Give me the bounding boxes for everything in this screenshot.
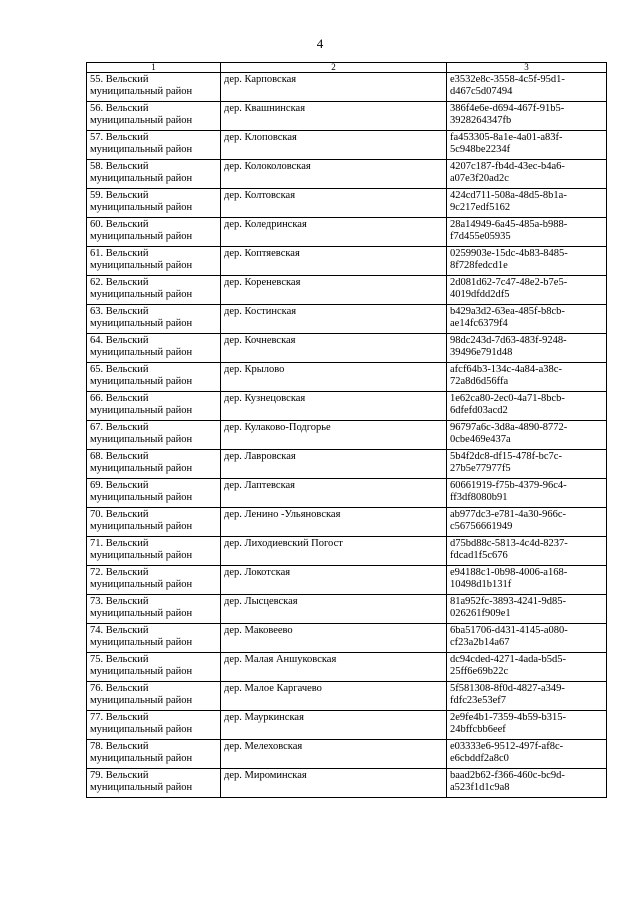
cell-settlement-name: дер. Маковеево [221,624,447,653]
cell-guid: ab977dc3-e781-4a30-966c-c56756661949 [447,508,607,537]
cell-settlement-name: дер. Карповская [221,73,447,102]
cell-settlement-name: дер. Лиходиевский Погост [221,537,447,566]
cell-settlement-name: дер. Коптяевская [221,247,447,276]
cell-municipal-area: 56. Вельский муниципальный район [87,102,221,131]
cell-municipal-area: 70. Вельский муниципальный район [87,508,221,537]
cell-settlement-name: дер. Крылово [221,363,447,392]
table-row [87,160,607,189]
cell-municipal-area: 72. Вельский муниципальный район [87,566,221,595]
cell-settlement-name: дер. Колоколовская [221,160,447,189]
cell-settlement-name: дер. Мауркинская [221,711,447,740]
cell-guid: 96797a6c-3d8a-4890-8772-0cbe469e437a [447,421,607,450]
page-number: 4 [316,36,324,51]
cell-settlement-name: дер. Мелеховская [221,740,447,769]
cell-settlement-name: дер. Лавровская [221,450,447,479]
column-header-2: 2 [221,63,447,73]
cell-guid: 5f581308-8f0d-4827-a349-fdfc23e53ef7 [447,682,607,711]
cell-guid: b429a3d2-63ea-485f-b8cb-ae14fc6379f4 [447,305,607,334]
cell-municipal-area: 58. Вельский муниципальный район [87,160,221,189]
table-row [87,421,607,450]
cell-guid: 81a952fc-3893-4241-9d85-026261f909e1 [447,595,607,624]
cell-municipal-area: 59. Вельский муниципальный район [87,189,221,218]
table-row [87,566,607,595]
cell-guid: e03333e6-9512-497f-af8c-e6cbddf2a8c0 [447,740,607,769]
table-row [87,682,607,711]
table-row [87,247,607,276]
table-row [87,363,607,392]
table-row [87,653,607,682]
table-row [87,769,607,798]
cell-municipal-area: 62. Вельский муниципальный район [87,276,221,305]
table-row [87,102,607,131]
table-row [87,595,607,624]
table-row [87,450,607,479]
cell-municipal-area: 61. Вельский муниципальный район [87,247,221,276]
cell-settlement-name: дер. Кулаково-Подгорье [221,421,447,450]
table-row [87,276,607,305]
cell-settlement-name: дер. Лаптевская [221,479,447,508]
cell-municipal-area: 79. Вельский муниципальный район [87,769,221,798]
cell-municipal-area: 60. Вельский муниципальный район [87,218,221,247]
cell-municipal-area: 64. Вельский муниципальный район [87,334,221,363]
cell-settlement-name: дер. Ленино -Ульяновская [221,508,447,537]
table-row [87,711,607,740]
settlements-table [86,62,607,798]
cell-guid: 6ba51706-d431-4145-a080-cf23a2b14a67 [447,624,607,653]
cell-guid: 60661919-f75b-4379-96c4-ff3df8080b91 [447,479,607,508]
table-row [87,218,607,247]
cell-municipal-area: 57. Вельский муниципальный район [87,131,221,160]
cell-guid: 0259903e-15dc-4b83-8485-8f728fedcd1e [447,247,607,276]
cell-guid: afcf64b3-134c-4a84-a38c-72a8d6d56ffa [447,363,607,392]
table-row [87,740,607,769]
cell-municipal-area: 77. Вельский муниципальный район [87,711,221,740]
cell-guid: 424cd711-508a-48d5-8b1a-9c217edf5162 [447,189,607,218]
cell-settlement-name: дер. Лысцевская [221,595,447,624]
cell-municipal-area: 75. Вельский муниципальный район [87,653,221,682]
cell-settlement-name: дер. Кузнецовская [221,392,447,421]
table-row [87,334,607,363]
cell-guid: dc94cded-4271-4ada-b5d5-25ff6e69b22c [447,653,607,682]
cell-municipal-area: 74. Вельский муниципальный район [87,624,221,653]
cell-guid: 1e62ca80-2ec0-4a71-8bcb-6dfefd03acd2 [447,392,607,421]
cell-municipal-area: 66. Вельский муниципальный район [87,392,221,421]
cell-settlement-name: дер. Мироминская [221,769,447,798]
cell-settlement-name: дер. Колтовская [221,189,447,218]
cell-guid: baad2b62-f366-460c-bc9d-a523f1d1c9a8 [447,769,607,798]
cell-guid: 4207c187-fb4d-43ec-b4a6-a07e3f20ad2c [447,160,607,189]
header-row [87,63,607,73]
cell-settlement-name: дер. Малая Аншуковская [221,653,447,682]
cell-settlement-name: дер. Клоповская [221,131,447,160]
cell-guid: d75bd88c-5813-4c4d-8237-fdcad1f5c676 [447,537,607,566]
cell-municipal-area: 78. Вельский муниципальный район [87,740,221,769]
cell-municipal-area: 73. Вельский муниципальный район [87,595,221,624]
cell-guid: 98dc243d-7d63-483f-9248-39496e791d48 [447,334,607,363]
table-row [87,189,607,218]
cell-municipal-area: 71. Вельский муниципальный район [87,537,221,566]
cell-municipal-area: 76. Вельский муниципальный район [87,682,221,711]
column-header-1: 1 [87,63,221,73]
cell-guid: e94188c1-0b98-4006-a168-10498d1b131f [447,566,607,595]
cell-settlement-name: дер. Кореневская [221,276,447,305]
cell-guid: 28a14949-6a45-485a-b988-f7d455e05935 [447,218,607,247]
table-body [87,73,607,798]
table-row [87,392,607,421]
table-row [87,479,607,508]
cell-municipal-area: 68. Вельский муниципальный район [87,450,221,479]
cell-municipal-area: 69. Вельский муниципальный район [87,479,221,508]
cell-settlement-name: дер. Локотская [221,566,447,595]
cell-guid: fa453305-8a1e-4a01-a83f-5c948be2234f [447,131,607,160]
cell-municipal-area: 65. Вельский муниципальный район [87,363,221,392]
table-row [87,131,607,160]
cell-municipal-area: 63. Вельский муниципальный район [87,305,221,334]
column-header-3: 3 [447,63,607,73]
table-row [87,73,607,102]
cell-guid: 386f4e6e-d694-467f-91b5-3928264347fb [447,102,607,131]
cell-settlement-name: дер. Костинская [221,305,447,334]
cell-guid: 2e9fe4b1-7359-4b59-b315-24bffcbb6eef [447,711,607,740]
table-row [87,508,607,537]
cell-municipal-area: 55. Вельский муниципальный район [87,73,221,102]
cell-settlement-name: дер. Малое Каргачево [221,682,447,711]
cell-guid: 2d081d62-7c47-48e2-b7e5-4019dfdd2df5 [447,276,607,305]
table-header [87,63,607,73]
cell-settlement-name: дер. Кочневская [221,334,447,363]
table-row [87,305,607,334]
cell-municipal-area: 67. Вельский муниципальный район [87,421,221,450]
table-row [87,624,607,653]
cell-settlement-name: дер. Коледринская [221,218,447,247]
table-row [87,537,607,566]
cell-guid: 5b4f2dc8-df15-478f-bc7c-27b5e77977f5 [447,450,607,479]
cell-settlement-name: дер. Квашнинская [221,102,447,131]
cell-guid: e3532e8c-3558-4c5f-95d1-d467c5d07494 [447,73,607,102]
